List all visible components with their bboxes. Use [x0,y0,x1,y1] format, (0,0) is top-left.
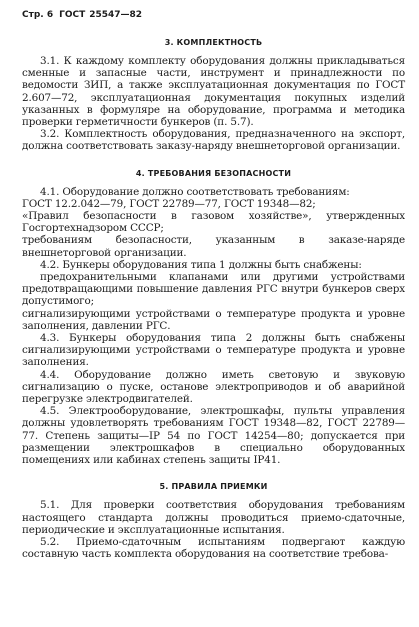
section-title-completeness: 3. КОМПЛЕКТНОСТЬ [164,38,263,47]
paragraph-4-4: 4.4. Оборудование должно иметь световую и звуковую сигнализацию о пуске, останове электроприводов и об аварийной перегрузке электродвигателей. [22,368,405,406]
gost-label: ГОСТ [59,10,86,20]
page-header [22,8,405,22]
standard-number: 25547—82 [89,10,143,20]
section-body-acceptance [22,499,405,560]
paragraph-4-1: 4.1. Оборудование должно соответствовать требованиям: [40,185,350,198]
paragraph-4-1-gas-rules: «Правил безопасности в газовом хозяйстве», утвержденных Госгортехнадзором СССР; [22,210,405,235]
paragraph-4-1-order: требованиям безопасности, указанным в заказе-наряде внешнеторговой организации. [22,234,405,259]
page-number: Стр. 6 [22,10,54,20]
paragraph-3-2: 3.2. Комплектность оборудования, предназначенного на экспорт, должна соответствовать заказу-наряду внешнеторговой организации. [22,128,405,153]
section-body-completeness [22,55,405,153]
section-title-acceptance: 5. ПРАВИЛА ПРИЕМКИ [159,482,268,492]
paragraph-5-2: 5.2. Приемо-сдаточным испытаниям подвергают каждую составную часть комплекта оборудования на соответствие требова- [22,535,405,561]
section-body-safety [22,186,405,467]
paragraph-5-1: 5.1. Для проверки соответствия оборудования требованиям настоящего стандарта должны проводиться приемо-сдаточные, периодические и эксплуатационные испытания. [22,499,405,536]
paragraph-4-3: 4.3. Бункеры оборудования типа 2 должны быть снабжены сигнализирующими устройствами о температуре продукта и уровне заполнения. [22,332,405,369]
paragraph-4-2: 4.2. Бункеры оборудования типа 1 должны быть снабжены: [40,258,362,271]
paragraph-4-5: 4.5. Электрооборудование, электрошкафы, пульты управления должны удовлетворять требованиям ГОСТ 19348—82, ГОСТ 22789—77. Степень защиты—IP 54 по ГОСТ 14254—80; допускается при размещении электрошкафов в специально оборудованных помещениях или кабинах степень защиты IP41. [22,405,405,467]
paragraph-3-1: 3.1. К каждому комплекту оборудования должны прикладываться сменные и запасные части, инструмент и принадлежности по ведомости ЗИП, а также эксплуатационная документация по ГОСТ 2.607—72, эксплуатационная документация покупных изделий указанных в формуляре на оборудование, программа и методика проверки герметичности бункеров (п. 5.7). [22,55,405,129]
paragraph-4-1-standards: ГОСТ 12.2.042—79, ГОСТ 22789—77, ГОСТ 19348—82; [22,197,316,210]
paragraph-4-2-signaling: сигнализирующими устройствами о температуре продукта и уровне заполнения, давлении РГС. [22,307,405,332]
section-title-safety: 4. ТРЕБОВАНИЯ БЕЗОПАСНОСТИ [135,168,292,178]
paragraph-4-2-valves: предохранительными клапанами или другими устройствами предотвращающими повышение давления РГС внутри бункеров сверх допустимого; [22,271,405,308]
